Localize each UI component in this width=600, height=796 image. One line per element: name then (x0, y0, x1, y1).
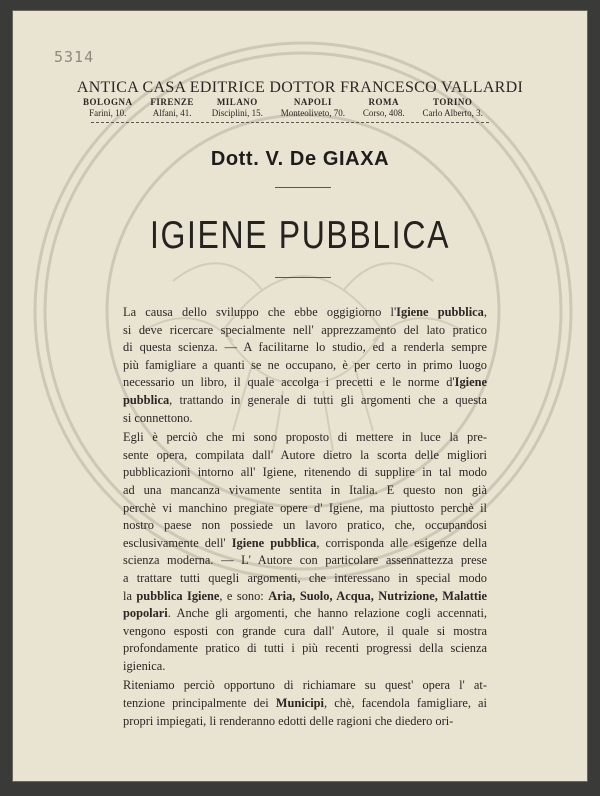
text-segment: perchè vi manchino pregiate opere d' Igiene, ma piuttosto perchè il (123, 500, 487, 515)
branch-city: FIRENZE (150, 97, 194, 107)
text-segment: La causa dello sviluppo che ebbe oggigiorno l' (123, 305, 397, 319)
publisher-name: ANTICA CASA EDITRICE DOTTOR FRANCESCO VALLARDI (76, 79, 524, 96)
branch (363, 97, 405, 119)
archive-number: 5314 (54, 48, 95, 66)
text-line (95, 623, 487, 641)
text-segment: sente opera, compilata dall' Autore dietro la scorta delle migliori (123, 447, 487, 462)
text-line (95, 713, 487, 731)
text-segment: pubblicazioni intorno all' Igiene, ritenendo di supplire in tal modo (123, 465, 487, 480)
text-line (95, 357, 487, 375)
bold-term: Igiene pubblica (396, 305, 484, 319)
text-line (95, 535, 487, 553)
text-line (95, 392, 487, 410)
text-line (95, 500, 487, 518)
text-segment: , trattando in generale di tutti gli argomenti che a questa (169, 392, 487, 407)
bold-term: Igiene (454, 375, 487, 390)
text-segment: a trattare tutti quegli argomenti, che interessano in special modo (123, 570, 487, 585)
bold-term: Municipi (275, 696, 324, 711)
branch (83, 97, 133, 119)
text-line (95, 570, 487, 588)
author-name: Dott. V. De GIAXA (210, 148, 390, 170)
text-line (95, 429, 487, 447)
text-line (95, 677, 487, 695)
text-segment: scienza moderna. — L' Autore con particolare assennattezza prese (123, 553, 487, 568)
bold-term: Igiene pubblica (231, 535, 317, 550)
branch (150, 97, 194, 119)
branch-address: Farini, 10. (89, 108, 127, 118)
text-segment: nostro paese non possiede un lavoro pratico, che, occupandosi (123, 518, 487, 533)
branch-address: Carlo Alberto, 3. (422, 108, 483, 118)
branch-address: Disciplini, 15. (211, 108, 263, 118)
text-segment: , chè, facendola famigliare, ai (324, 696, 487, 711)
text-segment: di questa scienza. — A facilitarne lo studio, ed a renderla sempre (123, 340, 487, 355)
text-line (95, 304, 487, 322)
bold-term: popolari (123, 606, 168, 621)
text-segment: vengono esposti con grande cura dall' Autore, il quale si mostra (123, 623, 487, 638)
text-segment: esclusivamente dell' (123, 535, 232, 550)
text-segment: , corrisponda alle esigenze della (316, 535, 487, 550)
text-segment: la (123, 588, 137, 603)
text-line (95, 410, 487, 428)
body-text (95, 304, 487, 730)
branch-city: NAPOLI (293, 97, 332, 107)
text-segment: igienica. (123, 658, 166, 673)
branch (422, 97, 483, 119)
title-rule-top (275, 187, 331, 188)
branch (212, 97, 263, 119)
text-line (95, 552, 487, 570)
header-divider (91, 122, 489, 123)
branch-city: ROMA (368, 97, 399, 107)
text-line (95, 658, 487, 676)
title-rule-bottom (275, 277, 331, 278)
text-segment: ad una mancanza vivamente sentita in Italia. E questo non già (123, 482, 487, 497)
branch-city: BOLOGNA (83, 97, 133, 107)
text-line (95, 447, 487, 465)
text-line (95, 588, 487, 606)
publisher-branches (83, 97, 483, 119)
text-line (95, 339, 487, 357)
text-line (95, 517, 487, 535)
text-segment: profondamente pratico di tutti i più recenti progressi della scienza (123, 641, 487, 656)
text-segment: . Anche gli argomenti, che hanno relazione cogli accennati, (167, 606, 487, 621)
text-segment: necessario un libro, il quale accolga i precetti e le norme d' (123, 375, 455, 390)
text-segment: Egli è perciò che mi sono proposto di mettere in luce la pre- (123, 430, 487, 445)
branch-address: Monteoliveto, 70. (280, 108, 346, 118)
paragraph-2 (95, 429, 487, 675)
text-line (95, 374, 487, 392)
text-segment: , (483, 305, 487, 319)
document-title: IGIENE PUBBLICA (149, 214, 451, 257)
branch-address: Corso, 408. (362, 108, 405, 118)
branch-city: MILANO (216, 97, 258, 107)
branch (281, 97, 345, 119)
document-page (12, 10, 588, 782)
text-segment: più famigliare a quanti se ne occupano, è per certo in primo luogo (123, 357, 487, 372)
paragraph-3 (95, 677, 487, 730)
text-line (95, 695, 487, 713)
branch-city: TORINO (433, 97, 473, 107)
text-line (95, 322, 487, 340)
text-line (95, 640, 487, 658)
text-segment: si deve ricercare specialmente nell' apprezzamento del lato pratico (123, 322, 487, 337)
bold-term: pubblica Igiene (136, 588, 220, 603)
text-segment: si connettono. (123, 410, 193, 425)
bold-term: Aria, Suolo, Acqua, Nutrizione, Malattie (268, 588, 487, 603)
text-segment: Riteniamo perciò opportuno di richiamare su quest' opera l' at- (123, 678, 487, 693)
text-line (95, 605, 487, 623)
bold-term: pubblica (123, 392, 170, 407)
branch-address: Alfani, 41. (152, 108, 192, 118)
text-segment: , e sono: (219, 588, 269, 603)
text-segment: tenzione principalmente dei (123, 696, 276, 711)
paragraph-1 (95, 304, 487, 427)
text-line (95, 464, 487, 482)
text-segment: propri impiegati, li renderanno edotti delle ragioni che diedero ori- (123, 713, 454, 728)
text-line (95, 482, 487, 500)
